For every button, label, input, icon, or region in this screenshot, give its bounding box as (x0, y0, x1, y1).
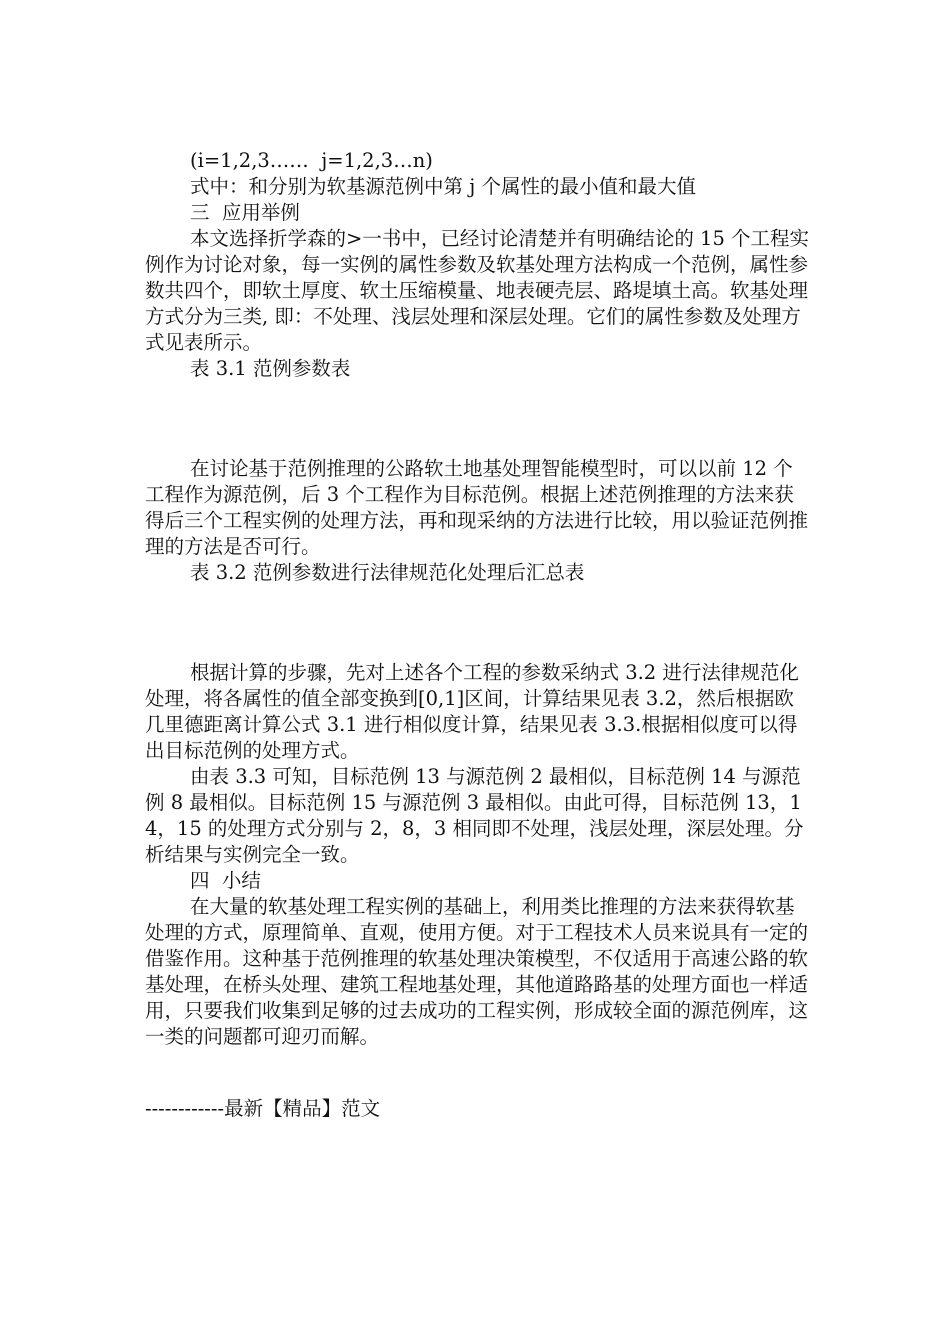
document-body (145, 148, 810, 1050)
table-placeholder-2 (145, 586, 810, 660)
paragraph-5: 在大量的软基处理工程实例的基础上，利用类比推理的方法来获得软基处理的方式，原理简单、直观，使用方便。对于工程技术人员来说具有一定的借鉴作用。这种基于范例推理的软基处理决策模型，不仅适用于高速公路的软基处理，在桥头处理、建筑工程地基处理，其他道路路基的处理方面也一样适用，只要我们收集到足够的过去成功的工程实例，形成较全面的源范例库，这一类的问题都可迎刃而解。 (145, 895, 809, 1048)
section-heading-3: 三 应用举例 (190, 201, 300, 224)
paragraph-3: 根据计算的步骤，先对上述各个工程的参数采纳式 3.2 进行法律规范化处理，将各属性的值全部变换到[0,1]区间，计算结果见表 3.2，然后根据欧几里德距离计算公式 3.1 进行相似度计算，结果见表 3.3.根据相似度可以得出目标范例的处理方式。 (145, 661, 799, 762)
section-heading-4: 四 小结 (190, 869, 261, 892)
paragraph-1: 本文选择折学森的>一书中，已经讨论清楚并有明确结论的 15 个工程实例作为讨论对象，每一实例的属性参数及软基处理方法构成一个范例，属性参数共四个，即软土厚度、软土压缩模量、地表硬壳层、路堤填土高。软基处理方式分为三类, 即：不处理、浅层处理和深层处理。它们的属性参数及处理方式见表所示。 (145, 227, 810, 354)
table-caption-1: 表 3.1 范例参数表 (190, 357, 351, 380)
footer-text: ------------最新【精品】范文 (145, 1097, 381, 1120)
table-placeholder-1 (145, 382, 810, 456)
table-caption-2: 表 3.2 范例参数进行法律规范化处理后汇总表 (190, 561, 585, 584)
formula-range: (i=1,2,3…… j=1,2,3…n) (190, 149, 433, 172)
paragraph-2: 在讨论基于范例推理的公路软土地基处理智能模型时，可以以前 12 个工程作为源范例，后 3 个工程作为目标范例。根据上述范例推理的方法来获得后三个工程实例的处理方法，再和现采纳的方法进行比较，用以验证范例推理的方法是否可行。 (145, 457, 809, 558)
formula-note: 式中：和分别为软基源范例中第 j 个属性的最小值和最大值 (190, 175, 696, 198)
paragraph-4: 由表 3.3 可知，目标范例 13 与源范例 2 最相似，目标范例 14 与源范例 8 最相似。目标范例 15 与源范例 3 最相似。由此可得，目标范例 13，14，15 的处理方式分别与 2，8，3 相同即不处理，浅层处理，深层处理。分析结果与实例完全一致。 (145, 765, 804, 866)
